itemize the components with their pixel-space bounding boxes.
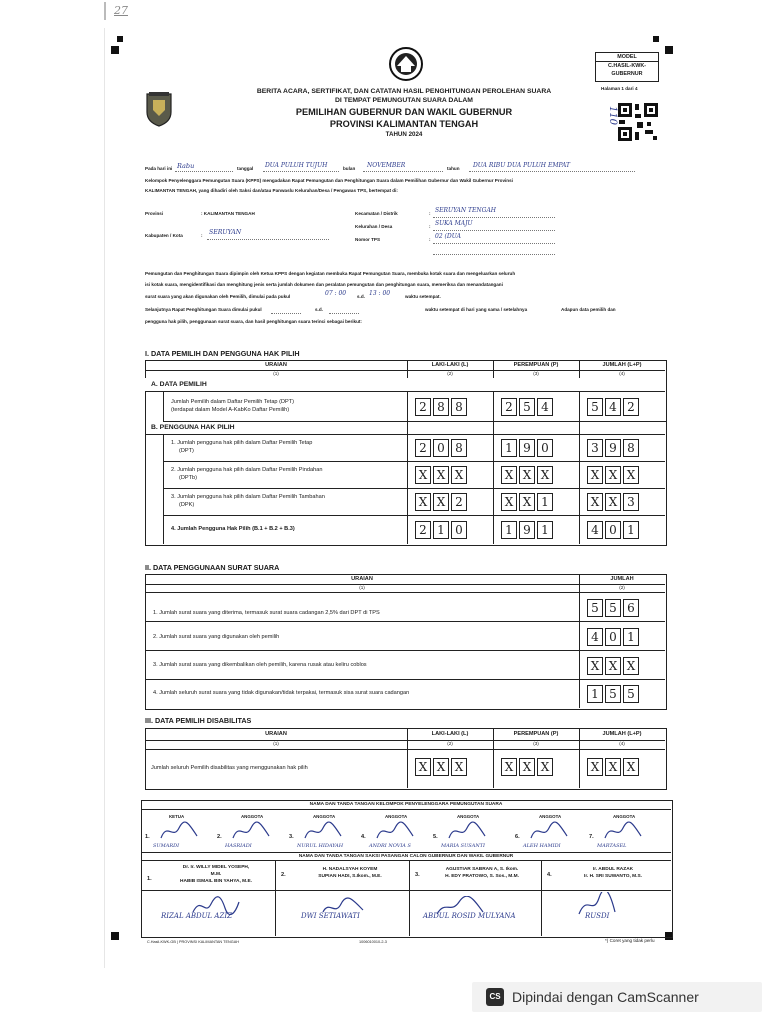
s2-row4-label: 4. Jumlah seluruh surat suara yang tidak digunakan/tidak terpakai, termasuk sisa surat suara cadangan [153, 690, 410, 696]
digit-cell: 2 [415, 439, 431, 457]
row-divider [145, 679, 665, 680]
qr-code-icon [617, 102, 659, 142]
signature-scribble-icon [447, 820, 487, 844]
digit-cell: X [623, 758, 639, 776]
footer-left: C.Hasil-KWK-GB | PROVINSI KALIMANTAN TENGAH [147, 940, 239, 944]
col-index: (1) [273, 371, 279, 376]
colon: : [429, 211, 431, 216]
model-line: C.HASIL-KWK- [596, 61, 658, 70]
kpps-role: ANGGOTA [313, 814, 336, 819]
kpps-name: ALEH HAMIDI [523, 843, 561, 849]
hari-label: Pada hari ini [145, 166, 173, 171]
saksi-name: AGUSTIAR SABRAN A, S. Ikom. [445, 867, 519, 872]
colon: : [429, 224, 431, 229]
saksi-2-names [293, 866, 407, 880]
kpu-logo-icon [389, 46, 423, 82]
saksi-signature: RIZAL ABDUL AZIZ [161, 912, 232, 920]
digit-cell: 3 [587, 439, 603, 457]
section3-title: III. DATA PEMILIH DISABILITAS [145, 716, 252, 725]
s3-col-laki: LAKI-LAKI (L) [431, 731, 469, 737]
section-a-row [145, 378, 665, 392]
bulan-value: NOVEMBER [367, 162, 406, 169]
s3-col-perempuan: PEREMPUAN (P) [513, 731, 559, 737]
digit-cell: 9 [519, 521, 535, 539]
digit-cell: 2 [415, 398, 431, 416]
a-perempuan-digits [501, 398, 555, 416]
a-jumlah-digits [587, 398, 641, 416]
col-jumlah: JUMLAH (L+P) [602, 362, 642, 368]
fill-line [469, 171, 635, 172]
saksi-name: Ir. H. SRI SUWANTO, M.S. [583, 874, 642, 879]
registration-mark [665, 46, 673, 54]
col-index: (2) [447, 371, 453, 376]
model-line: GUBERNUR [611, 71, 643, 77]
digit-cell: X [587, 493, 603, 511]
b3-line2: (DPK) [179, 502, 195, 508]
signature-scribble-icon [231, 820, 271, 844]
saksi-name: Dr. Ir. WILLY MIDEL YOSEPH, [182, 865, 250, 870]
kpps-name: ANDRI NOVIA S [369, 843, 411, 849]
col-index: (4) [619, 371, 625, 376]
row-divider [145, 592, 665, 593]
digit-cell: 9 [605, 439, 621, 457]
saksi-signature: DWI SETIAWATI [301, 912, 360, 920]
digit-cell: 4 [587, 628, 603, 646]
digit-cell: 5 [623, 685, 639, 703]
col-index: (2) [447, 741, 453, 746]
bulan-label: bulan [343, 166, 356, 171]
saksi-name: H. EDY PRATOWO, S. Sos., M.M. [445, 874, 519, 879]
col-index: (1) [359, 585, 365, 590]
digit-cell: 5 [519, 398, 535, 416]
digit-cell: X [587, 466, 603, 484]
intro-line2: Kelompok Penyelenggara Pemungutan Suara (KPPS) mengadakan Rapat Pemungutan dan Penghitungan Suara dalam Pemilihan Gubernur dan Wakil Gubernur Provinsi [145, 178, 513, 183]
scan-mark: 27 [114, 4, 128, 17]
signature-scribble-icon [321, 896, 365, 918]
digit-cell: X [605, 466, 621, 484]
hari-value: Rabu [177, 162, 195, 170]
signature-scribble-icon [435, 896, 485, 918]
saksi-title: NAMA DAN TANDA TANGAN SAKSI PASANGAN CALON GUBERNUR DAN WAKIL GUBERNUR [298, 854, 514, 859]
page-indicator: Halaman 1 dari 4 [601, 86, 638, 91]
col-index: (2) [619, 585, 625, 590]
row-divider [141, 809, 671, 810]
kpps-number: 4. [361, 834, 366, 840]
col-index: (3) [533, 741, 539, 746]
fill-line [175, 171, 233, 172]
kpps-number: 2. [217, 834, 222, 840]
s3-perempuan-digits [501, 758, 555, 776]
digit-cell: X [519, 493, 535, 511]
section1-title: I. DATA PEMILIH DAN PENGGUNA HAK PILIH [145, 349, 300, 358]
kpps-number: 1. [145, 834, 150, 840]
digit-cell: 4 [537, 398, 553, 416]
kecamatan-label: Kecamatan / Distrik [355, 211, 398, 216]
digit-cell: X [623, 657, 639, 675]
digit-cell: X [433, 493, 449, 511]
time-end: 13 : 00 [369, 290, 391, 297]
para-2a: Selanjutnya Rapat Penghitungan Suara dimulai pukul [145, 307, 262, 312]
registration-mark [111, 932, 119, 940]
kelurahan-value: SUKA MAJU [435, 220, 473, 227]
digit-cell: 8 [623, 439, 639, 457]
camscanner-text: Dipindai dengan CamScanner [512, 989, 699, 1005]
s2-row1-label: 1. Jumlah surat suara yang diterima, termasuk surat suara cadangan 2,5% dari DPT di TPS [153, 610, 380, 616]
camscanner-logo-icon: CS [486, 988, 504, 1006]
title-line2: DI TEMPAT PEMUNGUTAN SUARA DALAM [335, 97, 473, 104]
s2-col-uraian: URAIAN [351, 576, 373, 582]
row-divider [141, 860, 671, 861]
side-code: 110 [607, 105, 619, 126]
para-2c: Adapun data pemilih dan [561, 307, 616, 312]
b4-laki-digits [415, 521, 469, 539]
s2-row2-digits [587, 628, 641, 646]
document-page [104, 28, 677, 968]
saksi-name: M.M. [210, 872, 222, 877]
digit-cell: X [537, 758, 553, 776]
digit-cell: 1 [537, 493, 553, 511]
row-divider [145, 621, 665, 622]
col-divider [541, 860, 542, 936]
a-row-line1: Jumlah Pemilih dalam Daftar Pemilih Tetap (DPT) [171, 399, 295, 405]
fill-line [271, 313, 301, 314]
digit-cell: X [415, 466, 431, 484]
kpps-name: NURUL HIDAYAH [297, 843, 344, 849]
fill-line [433, 217, 555, 218]
digit-cell: 8 [451, 439, 467, 457]
digit-cell: X [587, 657, 603, 675]
kecamatan-value: SERUYAN TENGAH [435, 207, 497, 214]
b3-laki-digits [415, 493, 469, 511]
digit-cell: X [623, 466, 639, 484]
saksi-4-names [557, 866, 669, 880]
digit-cell: 1 [537, 521, 553, 539]
a-row-line2: (terdapat dalam Model A-KabKo Daftar Pemilih) [171, 407, 290, 413]
kpps-number: 3. [289, 834, 294, 840]
b2-jumlah-digits [587, 466, 641, 484]
digit-cell: X [433, 758, 449, 776]
section2-title: II. DATA PENGGUNAAN SURAT SUARA [145, 563, 280, 572]
s3-col-jumlah: JUMLAH (L+P) [602, 731, 642, 737]
col-divider [275, 860, 276, 936]
b1-perempuan-digits [501, 439, 555, 457]
col-divider [409, 860, 410, 936]
section-b-title: B. PENGGUNA HAK PILIH [151, 424, 235, 431]
kpps-name: MARIA SUSANTI [441, 843, 486, 849]
digit-cell: X [519, 758, 535, 776]
digit-cell: 0 [433, 439, 449, 457]
b2-line2: (DPTb) [179, 475, 198, 481]
camscanner-watermark [472, 982, 762, 1012]
model-line: MODEL [617, 54, 637, 60]
kpps-title: NAMA DAN TANDA TANGAN KELOMPOK PENYELENGGARA PEMUNGUTAN SUARA [309, 802, 503, 807]
digit-cell: X [519, 466, 535, 484]
signature-scribble-icon [529, 820, 569, 844]
kpps-role: ANGGOTA [241, 814, 264, 819]
signature-scribble-icon [575, 892, 619, 918]
s2-row3-label: 3. Jumlah surat suara yang dikembalikan oleh pemilih, karena rusak atau keliru coblos [153, 662, 367, 668]
b3-jumlah-digits [587, 493, 641, 511]
s3-laki-digits [415, 758, 469, 776]
para-1a: Pemungutan dan Penghitungan Suara dipimpin oleh Ketua KPPS dengan kegiatan membuka Rapat Pemungutan Suara, membuka kotak suara dan mengeluarkan seluruh [145, 271, 516, 276]
signature-scribble-icon [303, 820, 343, 844]
digit-cell: 0 [605, 628, 621, 646]
tps-value: 02 (DUA [435, 233, 461, 240]
digit-cell: X [587, 758, 603, 776]
b4-jumlah-digits [587, 521, 641, 539]
col-divider [579, 728, 580, 788]
b3-line1: 3. Jumlah pengguna hak pilih dalam Daftar Pemilih Tambahan [171, 494, 325, 500]
tanggal-label: tanggal [237, 166, 254, 171]
digit-cell: 5 [587, 599, 603, 617]
b1-laki-digits [415, 439, 469, 457]
provinsi-label: Provinsi [145, 211, 164, 216]
row-divider [163, 488, 665, 489]
digit-cell: 1 [433, 521, 449, 539]
kabupaten-label: Kabupaten / Kota [145, 233, 183, 238]
col-index: (1) [273, 741, 279, 746]
b1-line2: (DPT) [179, 448, 194, 454]
kpps-role: ANGGOTA [539, 814, 562, 819]
tps-label: Nomor TPS [355, 237, 381, 242]
s3-col-uraian: URAIAN [265, 731, 287, 737]
digit-cell: X [501, 466, 517, 484]
title-line4: PROVINSI KALIMANTAN TENGAH [329, 119, 479, 129]
intro-line3: KALIMANTAN TENGAH, yang dihadiri oleh Saksi dan/atau Panwaslu Kelurahan/Desa / Pengawas TPS, bertempat di: [145, 188, 398, 193]
tahun-label: tahun [447, 166, 460, 171]
b4-perempuan-digits [501, 521, 555, 539]
digit-cell: X [415, 493, 431, 511]
a-laki-digits [415, 398, 469, 416]
digit-cell: 5 [605, 599, 621, 617]
title-line3: PEMILIHAN GUBERNUR DAN WAKIL GUBERNUR [295, 107, 513, 117]
province-emblem-icon [143, 90, 175, 128]
time-start: 07 : 00 [325, 290, 347, 297]
section-a-title: A. DATA PEMILIH [151, 381, 207, 388]
digit-cell: 1 [587, 685, 603, 703]
row-divider [163, 515, 665, 516]
title-line5: TAHUN 2024 [385, 131, 423, 138]
s2-row3-digits [587, 657, 641, 675]
b4-line1: 4. Jumlah Pengguna Hak Pilih (B.1 + B.2 + B.3) [171, 526, 295, 532]
digit-cell: X [415, 758, 431, 776]
registration-mark [653, 36, 659, 42]
para-2d: pengguna hak pilih, penggunaan surat suara, dan hasil penghitungan suara terinci sebagai berikut: [145, 319, 362, 324]
digit-cell: 2 [623, 398, 639, 416]
digit-cell: 2 [451, 493, 467, 511]
signature-scribble-icon [159, 820, 199, 844]
kabupaten-value: SERUYAN [209, 229, 242, 236]
signature-scribble-icon [603, 820, 643, 844]
digit-cell: 0 [605, 521, 621, 539]
digit-cell: 2 [501, 398, 517, 416]
registration-mark [117, 36, 123, 42]
kpps-name: SUMARDI [153, 843, 180, 849]
kpps-role: ANGGOTA [613, 814, 636, 819]
para-1d: waktu setempat. [405, 294, 441, 299]
col-index: (4) [619, 741, 625, 746]
s3-jumlah-digits [587, 758, 641, 776]
b2-laki-digits [415, 466, 469, 484]
fill-line [363, 171, 443, 172]
b1-jumlah-digits [587, 439, 641, 457]
saksi-name: H. NADALSYAH KOYEM [322, 867, 378, 872]
digit-cell: 5 [605, 685, 621, 703]
b2-perempuan-digits [501, 466, 555, 484]
saksi-number: 1. [147, 876, 152, 882]
model-box [595, 52, 659, 82]
kpps-role: KETUA [169, 814, 185, 819]
signature-scribble-icon [191, 894, 241, 918]
saksi-1-names [159, 864, 273, 885]
b2-line1: 2. Jumlah pengguna hak pilih dalam Daftar Pemilih Pindahan [171, 467, 323, 473]
digit-cell: 1 [623, 521, 639, 539]
kpps-name: HASRIADI [225, 843, 252, 849]
col-divider [493, 728, 494, 788]
row-divider [141, 890, 671, 891]
kpps-number: 7. [589, 834, 594, 840]
fill-line [329, 313, 359, 314]
saksi-number: 2. [281, 872, 286, 878]
s2-row4-digits [587, 685, 641, 703]
saksi-signature: ABDUL ROSID MULYANA [423, 912, 516, 920]
b3-perempuan-digits [501, 493, 555, 511]
para-2b: waktu setempat di hari yang sama / setelahnya [425, 307, 528, 312]
digit-cell: X [451, 758, 467, 776]
kpps-number: 5. [433, 834, 438, 840]
saksi-3-names [425, 866, 539, 880]
col-index: (3) [533, 371, 539, 376]
digit-cell: X [501, 758, 517, 776]
sd-label: s.d. [315, 307, 323, 312]
digit-cell: 6 [623, 599, 639, 617]
kpps-role: ANGGOTA [457, 814, 480, 819]
kelurahan-label: Kelurahan / Desa [355, 224, 393, 229]
para-1c: surat suara yang akan digunakan oleh Pemilih, dimulai pada pukul [145, 294, 291, 299]
digit-cell: X [451, 466, 467, 484]
saksi-number: 4. [547, 872, 552, 878]
row-divider [145, 650, 665, 651]
digit-cell: 8 [433, 398, 449, 416]
footer-mid: 1006010010-2-3 [359, 940, 387, 944]
row-divider [163, 461, 665, 462]
digit-cell: 4 [605, 398, 621, 416]
kpps-role: ANGGOTA [385, 814, 408, 819]
fill-line [263, 171, 339, 172]
digit-cell: 1 [501, 521, 517, 539]
tanggal-value: DUA PULUH TUJUH [265, 162, 328, 169]
digit-cell: 0 [537, 439, 553, 457]
digit-cell: 0 [451, 521, 467, 539]
title-line1: BERITA ACARA, SERTIFIKAT, DAN CATATAN HASIL PENGHITUNGAN PEROLEHAN SUARA [256, 88, 552, 95]
b1-line1: 1. Jumlah pengguna hak pilih dalam Daftar Pemilih Tetap [171, 440, 313, 446]
saksi-name: HABIB ISMAIL BIN YAHYA, M.E. [180, 879, 252, 884]
s2-col-jumlah: JUMLAH [610, 576, 634, 582]
col-laki: LAKI-LAKI (L) [431, 362, 469, 368]
fill-line [433, 254, 555, 255]
provinsi-value: : KALIMANTAN TENGAH [201, 211, 255, 216]
col-divider [407, 728, 408, 788]
digit-cell: 2 [415, 521, 431, 539]
digit-cell: X [537, 466, 553, 484]
colon: : [201, 233, 203, 238]
row-divider [145, 749, 665, 750]
saksi-name: SUPIAN HADI, S.Ikom., M.E. [318, 874, 382, 879]
fill-line [433, 243, 555, 244]
registration-mark [111, 46, 119, 54]
digit-cell: X [501, 493, 517, 511]
col-uraian: URAIAN [265, 362, 287, 368]
col-divider [579, 574, 580, 708]
row-divider [141, 852, 671, 853]
saksi-signature: RUSDI [585, 912, 610, 920]
digit-cell: 1 [623, 628, 639, 646]
s2-row1-digits [587, 599, 641, 617]
digit-cell: 3 [623, 493, 639, 511]
col-perempuan: PEREMPUAN (P) [513, 362, 559, 368]
digit-cell: 4 [587, 521, 603, 539]
scan-edge [104, 2, 106, 20]
signature-scribble-icon [375, 820, 415, 844]
digit-cell: X [433, 466, 449, 484]
para-1b: isi kotak suara, mengidentifikasi dan menghitung jenis serta jumlah dokumen dan peralatan pemungutan dan penghitungan suara, memeriksa dan menandatangani [145, 282, 503, 287]
digit-cell: X [605, 758, 621, 776]
sd-label: s.d. [357, 294, 365, 299]
tahun-value: DUA RIBU DUA PULUH EMPAT [473, 162, 570, 169]
kpps-number: 6. [515, 834, 520, 840]
s3-row-label: Jumlah seluruh Pemilih disabilitas yang menggunakan hak pilih [151, 765, 308, 771]
colon: : [429, 237, 431, 242]
digit-cell: 1 [501, 439, 517, 457]
fill-line [433, 230, 555, 231]
footer-right: *) Coret yang tidak perlu [605, 938, 655, 943]
s2-row2-label: 2. Jumlah surat suara yang digunakan oleh pemilih [153, 634, 280, 640]
digit-cell: 8 [451, 398, 467, 416]
digit-cell: 5 [587, 398, 603, 416]
digit-cell: X [605, 493, 621, 511]
saksi-name: Ir. ABDUL RAZAK [592, 867, 634, 872]
kpps-name: MARTASEL [597, 843, 627, 849]
digit-cell: X [605, 657, 621, 675]
digit-cell: 9 [519, 439, 535, 457]
fill-line [207, 239, 329, 240]
saksi-number: 3. [415, 872, 420, 878]
